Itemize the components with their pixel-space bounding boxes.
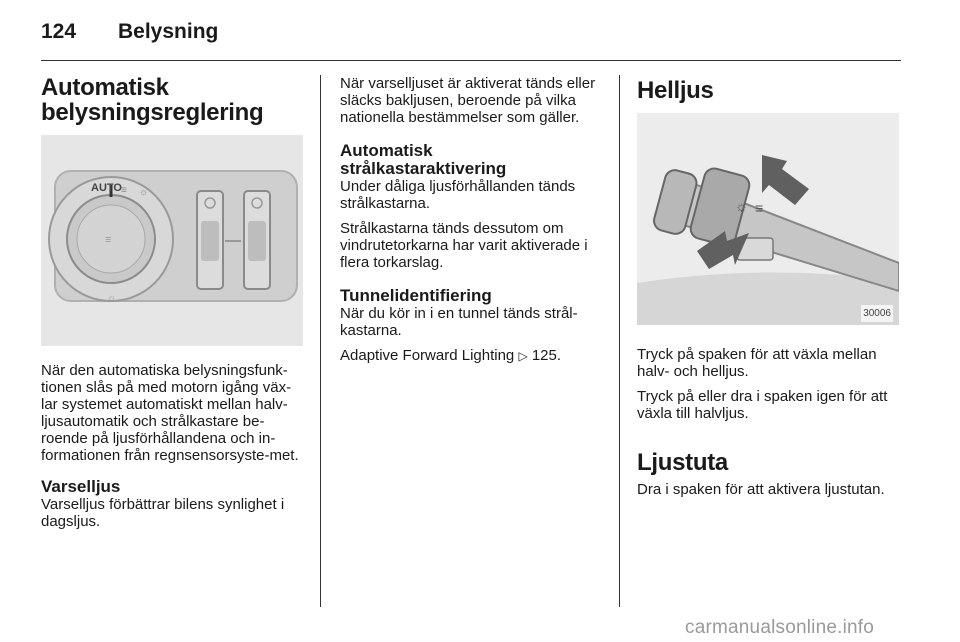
watermark: carmanualsonline.info bbox=[685, 617, 875, 638]
paragraph-afl bbox=[340, 347, 602, 365]
paragraph-auto-headlights-2: Strålkastarna tänds dessutom om vindrutetorkarna har varit aktiverade i flera torkarslag. bbox=[340, 220, 588, 271]
auto-label: AUTO bbox=[91, 182, 122, 194]
column-3 bbox=[637, 75, 899, 506]
figure-number: 30006 bbox=[861, 305, 893, 322]
heading-automatisk-belysningsreglering: Automatisk belysningsreglering bbox=[41, 74, 264, 126]
heading-varselljus: Varselljus bbox=[41, 477, 121, 496]
paragraph-varselljus-rear: När varselljuset är aktiverat tänds eller släcks bakljusen, beroende på vilka nationella bestämmelser som gäller. bbox=[340, 75, 596, 126]
heading-automatisk-stralkastaraktivering: Automatisk strålkastaraktivering bbox=[340, 141, 507, 178]
heading-tunnelidentifiering: Tunnelidentifiering bbox=[340, 286, 492, 305]
lever-illustration bbox=[637, 113, 899, 325]
afl-page-ref[interactable]: 125. bbox=[531, 347, 562, 364]
afl-text: Adaptive Forward Lighting bbox=[340, 347, 515, 364]
svg-text:≡: ≡ bbox=[105, 234, 112, 246]
svg-text:≡: ≡ bbox=[755, 200, 764, 216]
column-divider-2 bbox=[619, 75, 620, 607]
svg-text:☼: ☼ bbox=[735, 198, 748, 214]
lever-figure bbox=[637, 113, 899, 325]
column-1 bbox=[41, 75, 303, 538]
paragraph-auto-light: När den automatiska belysningsfunk-tionen slås på med motorn igång väx-lar systemet automatiskt mellan halv-ljusautomatik och strålkastare be-roende på ljusförhållandena och in-formationen från regnsensorsyste-met. bbox=[41, 362, 299, 464]
svg-text:☼: ☼ bbox=[139, 187, 149, 198]
paragraph-ljustuta: Dra i spaken för att aktivera ljustutan. bbox=[637, 481, 885, 498]
svg-text:☼: ☼ bbox=[107, 293, 117, 304]
column-2 bbox=[340, 75, 602, 373]
arrow-reference-icon: ▷ bbox=[518, 349, 528, 363]
heading-ljustuta: Ljustuta bbox=[637, 449, 728, 476]
light-switch-illustration bbox=[41, 135, 303, 346]
paragraph-helljus-1: Tryck på spaken för att växla mellan halv- och helljus. bbox=[637, 346, 877, 380]
paragraph-tunnel: När du kör in i en tunnel tänds strål-kastarna. bbox=[340, 305, 578, 339]
paragraph-varselljus: Varselljus förbättrar bilens synlighet i dagsljus. bbox=[41, 496, 285, 530]
paragraph-helljus-2: Tryck på eller dra i spaken igen för att växla till halvljus. bbox=[637, 388, 888, 422]
paragraph-auto-headlights-1: Under dåliga ljusförhållanden tänds strålkastarna. bbox=[340, 178, 576, 212]
page-number: 124 bbox=[41, 20, 77, 43]
column-divider-1 bbox=[320, 75, 321, 607]
header-rule bbox=[41, 60, 901, 61]
light-switch-figure bbox=[41, 135, 303, 346]
svg-text:≡: ≡ bbox=[121, 185, 127, 196]
heading-helljus: Helljus bbox=[637, 77, 714, 104]
section-title: Belysning bbox=[118, 20, 219, 43]
